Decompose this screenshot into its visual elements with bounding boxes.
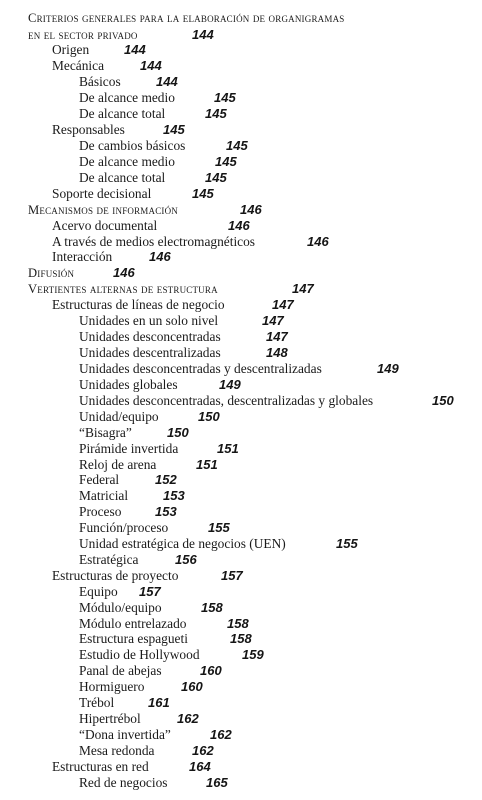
toc-entry-title: Estructuras de líneas de negocio	[52, 297, 225, 312]
toc-entry-page-number: 148	[266, 345, 288, 360]
toc-entry-page-number: 145	[192, 186, 214, 201]
toc-entry-page-number: 157	[139, 584, 161, 599]
toc-entry-page-number: 150	[432, 393, 454, 408]
toc-entry-title: Módulo/equipo	[79, 600, 162, 615]
toc-entry-page-number: 147	[262, 313, 284, 328]
toc-entry-title: “Bisagra”	[79, 425, 132, 440]
toc-entry-title: Módulo entrelazado	[79, 616, 187, 631]
toc-entry-title: De alcance total	[79, 170, 166, 185]
toc-entry-title: Estratégica	[79, 552, 139, 567]
toc-entry-page-number: 145	[226, 138, 248, 153]
toc-entry-page-number: 145	[214, 90, 236, 105]
toc-entry-page-number: 162	[192, 743, 214, 758]
toc-entry-page-number: 155	[336, 536, 358, 551]
toc-entry-page-number: 160	[181, 679, 203, 694]
toc-entry-page-number: 151	[217, 441, 239, 456]
toc-entry-page-number: 155	[208, 520, 230, 535]
toc-entry-page-number: 150	[198, 409, 220, 424]
toc-entry-page-number: 146	[240, 202, 262, 217]
toc-entry-title: Trébol	[79, 695, 115, 710]
toc-entry-page-number: 147	[272, 297, 294, 312]
toc-entry-page-number: 145	[215, 154, 237, 169]
toc-entry-title: De alcance total	[79, 106, 166, 121]
toc-entry-title: Vertientes alternas de estructura	[28, 282, 218, 296]
toc-entry-title: Unidades desconcentradas y descentralizadas	[79, 361, 322, 376]
toc-entry-page-number: 144	[156, 74, 178, 89]
toc-entry-title: Estructuras de proyecto	[52, 568, 179, 583]
toc-entry-title: Criterios generales para la elaboración de organigramas	[28, 11, 345, 25]
toc-entry-title: Acervo documental	[52, 218, 158, 233]
toc-entry-page-number: 158	[201, 600, 223, 615]
toc-entry-page-number: 144	[140, 58, 162, 73]
toc-entry-page-number: 146	[307, 234, 329, 249]
toc-entry-page-number: 162	[177, 711, 199, 726]
toc-entry-title: Unidades descentralizadas	[79, 345, 221, 360]
toc-entry-title: en el sector privado	[28, 28, 138, 42]
toc-entry-title: Función/proceso	[79, 520, 169, 535]
toc-entry-title: Mecánica	[52, 58, 105, 73]
toc-entry-page-number: 152	[155, 472, 177, 487]
toc-entry-title: Unidades globales	[79, 377, 178, 392]
toc-entry-page-number: 145	[163, 122, 185, 137]
toc-entry-page-number: 144	[124, 42, 146, 57]
toc-entry-title: Mecanismos de información	[28, 203, 179, 217]
toc-entry-title: Estructura espagueti	[79, 631, 188, 646]
toc-entry-page-number: 146	[149, 249, 171, 264]
toc-entry-title: Red de negocios	[79, 775, 168, 790]
toc-entry-page-number: 150	[167, 425, 189, 440]
toc-entry-page-number: 149	[219, 377, 241, 392]
toc-entry-title: Matricial	[79, 488, 129, 503]
toc-entry-page-number: 149	[377, 361, 399, 376]
toc-entry-page-number: 153	[155, 504, 177, 519]
toc-entry-page-number: 160	[200, 663, 222, 678]
toc-entry-title: Hormiguero	[79, 679, 145, 694]
toc-entry-page-number: 159	[242, 647, 264, 662]
toc-entry-title: Unidades desconcentradas, descentralizadas y globales	[79, 393, 374, 408]
toc-entry-title: Origen	[52, 42, 90, 57]
toc-entry-title: Básicos	[79, 74, 121, 89]
toc-entry-title: Panal de abejas	[79, 663, 162, 678]
toc-entry-page-number: 157	[221, 568, 243, 583]
toc-entry-page-number: 146	[228, 218, 250, 233]
toc-entry-title: Reloj de arena	[79, 457, 157, 472]
toc-entry-title: “Dona invertida”	[79, 727, 171, 742]
toc-entry-page-number: 144	[192, 27, 214, 42]
toc-entry-title: De alcance medio	[79, 154, 175, 169]
toc-entry-title: Difusión	[28, 266, 75, 280]
toc-entry-title: De cambios básicos	[79, 138, 186, 153]
toc-entry-title: Interacción	[52, 249, 113, 264]
toc-entry-page-number: 153	[163, 488, 185, 503]
toc-entry-page-number: 146	[113, 265, 135, 280]
toc-entry-page-number: 158	[230, 631, 252, 646]
toc-entry-title: Unidad estratégica de negocios (UEN)	[79, 536, 286, 551]
toc-entry-title: Unidad/equipo	[79, 409, 159, 424]
toc-entry-page-number: 158	[227, 616, 249, 631]
toc-entry-title: Estudio de Hollywood	[79, 647, 200, 662]
toc-entry-title: Soporte decisional	[52, 186, 152, 201]
toc-entry-page-number: 162	[210, 727, 232, 742]
toc-entry-title: Proceso	[79, 504, 122, 519]
toc-entry-title: A través de medios electromagnéticos	[52, 234, 256, 249]
toc-entry-page-number: 164	[189, 759, 211, 774]
toc-entry-page-number: 147	[292, 281, 314, 296]
toc-entry-title: Pirámide invertida	[79, 441, 179, 456]
toc-entry-page-number: 161	[148, 695, 170, 710]
toc-entry-title: Equipo	[79, 584, 118, 599]
toc-entry-page-number: 145	[205, 170, 227, 185]
toc-entry-title: Hipertrébol	[79, 711, 141, 726]
toc-entry-page-number: 151	[196, 457, 218, 472]
toc-entry-title: Responsables	[52, 122, 125, 137]
toc-entry-page-number: 147	[266, 329, 288, 344]
toc-entry-title: Mesa redonda	[79, 743, 155, 758]
toc-entry-title: Unidades en un solo nivel	[79, 313, 219, 328]
toc-entry-page-number: 165	[206, 775, 228, 790]
toc-entry-title: Estructuras en red	[52, 759, 149, 774]
toc-entry-page-number: 156	[175, 552, 197, 567]
toc-entry-page-number: 145	[205, 106, 227, 121]
toc-entry-title: Unidades desconcentradas	[79, 329, 221, 344]
toc-entry-title: Federal	[79, 472, 120, 487]
toc-entry-title: De alcance medio	[79, 90, 175, 105]
